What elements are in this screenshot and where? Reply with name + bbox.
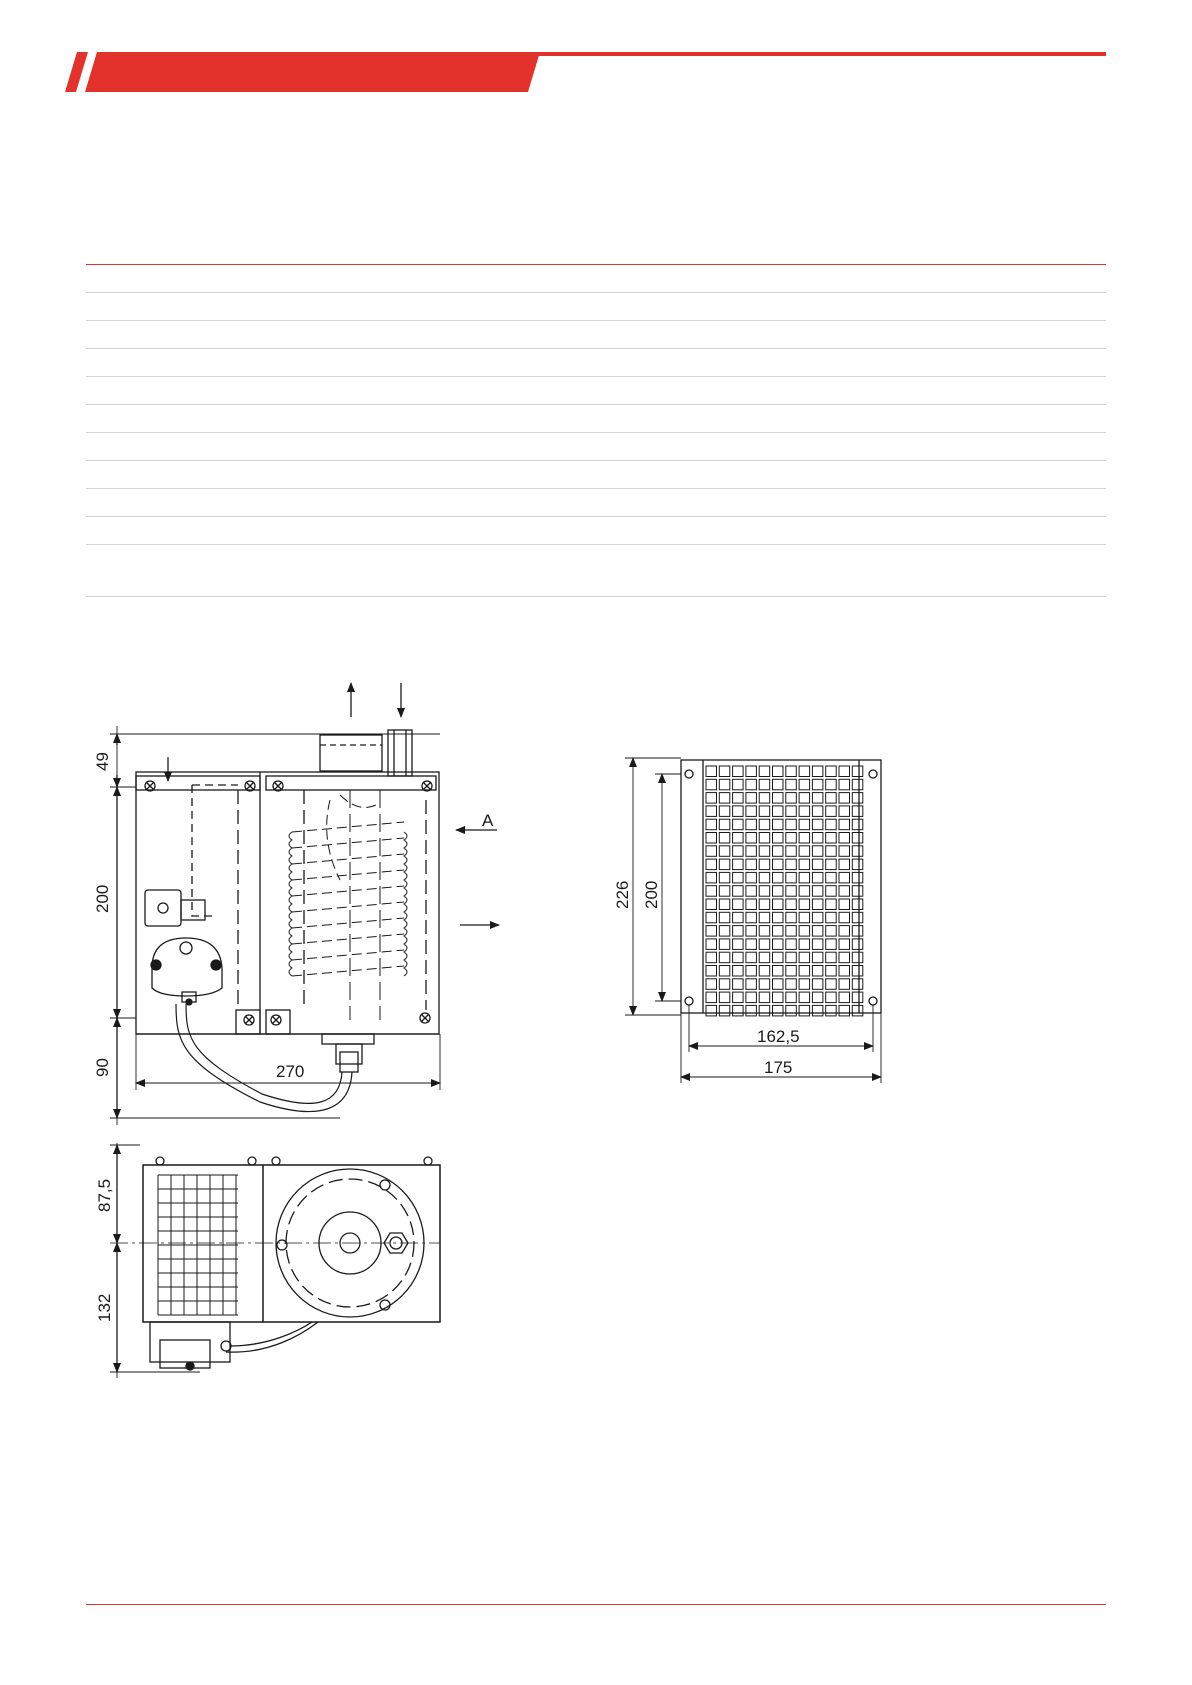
dim-label-132: 132 <box>95 1293 114 1322</box>
grille-cell <box>812 992 823 1003</box>
grille-cell <box>759 979 770 990</box>
grille-cell <box>812 979 823 990</box>
grille-cell <box>839 939 850 950</box>
dim-label-87-5: 87,5 <box>95 1178 114 1212</box>
grille-cell <box>733 952 744 963</box>
grille-cell <box>812 766 823 777</box>
grille-cell <box>812 872 823 883</box>
grille-cell <box>799 806 810 817</box>
grille-cell <box>826 819 837 830</box>
grille-cell <box>746 1005 757 1016</box>
grille-cell <box>799 819 810 830</box>
grille-cell <box>812 793 823 804</box>
grille-cell <box>746 846 757 857</box>
grille-cell <box>786 899 797 910</box>
grille-cell <box>799 952 810 963</box>
table-row <box>86 433 1106 461</box>
grille-cell <box>812 819 823 830</box>
grille-cell <box>852 766 863 777</box>
grille-cell <box>759 872 770 883</box>
table-row <box>86 349 1106 377</box>
grille-cell <box>826 859 837 870</box>
grille-cell <box>773 833 784 844</box>
grille-cell <box>852 846 863 857</box>
grille-cell <box>759 833 770 844</box>
grille-cell <box>706 846 717 857</box>
grille-cell <box>733 846 744 857</box>
grille-cell <box>733 899 744 910</box>
grille-cell <box>759 912 770 923</box>
grille-cell <box>719 872 730 883</box>
grille-cell <box>733 992 744 1003</box>
grille-cell <box>746 979 757 990</box>
grille-cell <box>812 833 823 844</box>
grille-cell <box>733 886 744 897</box>
grille-cell <box>719 859 730 870</box>
side-view-labels <box>93 752 494 1081</box>
grille-cell <box>733 806 744 817</box>
grille-cell <box>719 886 730 897</box>
grille-cell <box>786 1005 797 1016</box>
grille-cell <box>719 992 730 1003</box>
dim-label-49: 49 <box>93 752 112 771</box>
grille-cell <box>826 833 837 844</box>
grille-cell <box>706 806 717 817</box>
grille-cell <box>786 833 797 844</box>
grille-cell <box>826 1005 837 1016</box>
grille-cell <box>839 766 850 777</box>
grille-cell <box>733 872 744 883</box>
grille-cell <box>773 1005 784 1016</box>
grille-cell <box>759 939 770 950</box>
grille-cell <box>773 926 784 937</box>
grille-cell <box>786 872 797 883</box>
grille-cell <box>839 1005 850 1016</box>
grille-cell <box>799 979 810 990</box>
dim-label-200: 200 <box>93 884 112 913</box>
grille-cell <box>773 899 784 910</box>
grille-cell <box>746 779 757 790</box>
grille-cell <box>799 1005 810 1016</box>
grille-cell <box>746 819 757 830</box>
spec-table <box>86 263 1106 597</box>
grille-cell <box>826 806 837 817</box>
grille-cell <box>786 912 797 923</box>
grille-cell <box>826 966 837 977</box>
dim-label-270: 270 <box>276 1062 305 1081</box>
grille-cell <box>786 992 797 1003</box>
grille-cell <box>852 779 863 790</box>
grille-cell <box>773 766 784 777</box>
grille-cell <box>773 992 784 1003</box>
grille-cell <box>812 966 823 977</box>
grille-cell <box>773 819 784 830</box>
table-row <box>86 377 1106 405</box>
grille-cell <box>719 833 730 844</box>
grille-cell <box>786 819 797 830</box>
grille-cell <box>786 952 797 963</box>
grille-cell <box>706 966 717 977</box>
grille-cell <box>839 966 850 977</box>
grille-cell <box>786 966 797 977</box>
grille-cell <box>826 793 837 804</box>
table-row <box>86 263 1106 293</box>
grille-cell <box>706 793 717 804</box>
grille-cell <box>786 793 797 804</box>
grille-cell <box>826 952 837 963</box>
grille-cell <box>786 926 797 937</box>
grille-cell <box>826 979 837 990</box>
grille-cell <box>839 819 850 830</box>
grille-cell <box>839 926 850 937</box>
footer-rule <box>86 1604 1106 1605</box>
table-row <box>86 293 1106 321</box>
view-label-a: A <box>482 811 494 830</box>
grille-cell <box>759 886 770 897</box>
grille-cell <box>839 833 850 844</box>
grille-cell <box>799 846 810 857</box>
grille-cell <box>852 979 863 990</box>
grille-cell <box>812 912 823 923</box>
table-row <box>86 321 1106 349</box>
grille-cell <box>852 992 863 1003</box>
top-view-labels <box>95 1179 114 1322</box>
grille-cell <box>773 979 784 990</box>
grille-cell <box>719 926 730 937</box>
grille-cell <box>826 779 837 790</box>
grille-cell <box>773 886 784 897</box>
grille-cell <box>812 886 823 897</box>
grille-cell <box>812 859 823 870</box>
grille-cell <box>786 846 797 857</box>
grille-cell <box>746 872 757 883</box>
dim-label-175: 175 <box>764 1058 793 1077</box>
grille-cell <box>719 979 730 990</box>
grille-cell <box>852 793 863 804</box>
grille-cell <box>786 886 797 897</box>
grille-cell <box>812 952 823 963</box>
grille-cell <box>746 793 757 804</box>
grille-cell <box>826 872 837 883</box>
grille-cell <box>812 1005 823 1016</box>
grille-cell <box>733 833 744 844</box>
grille-cell <box>719 766 730 777</box>
grille-pattern <box>706 766 863 1016</box>
grille-cell <box>706 992 717 1003</box>
grille-cell <box>852 939 863 950</box>
grille-cell <box>706 833 717 844</box>
table-row <box>86 489 1106 517</box>
grille-cell <box>759 952 770 963</box>
grille-cell <box>852 899 863 910</box>
grille-cell <box>799 859 810 870</box>
grille-cell <box>706 926 717 937</box>
grille-cell <box>706 899 717 910</box>
grille-cell <box>852 806 863 817</box>
grille-cell <box>719 793 730 804</box>
grille-cell <box>773 859 784 870</box>
grille-cell <box>799 966 810 977</box>
top-view <box>110 1143 440 1378</box>
grille-cell <box>719 952 730 963</box>
grille-cell <box>733 819 744 830</box>
grille-cell <box>852 833 863 844</box>
grille-cell <box>719 806 730 817</box>
grille-cell <box>733 939 744 950</box>
technical-drawing <box>0 660 1192 1420</box>
grille-cell <box>706 979 717 990</box>
grille-cell <box>719 939 730 950</box>
grille-cell <box>786 859 797 870</box>
grille-cell <box>759 966 770 977</box>
grille-cell <box>759 859 770 870</box>
grille-cell <box>812 846 823 857</box>
grille-cell <box>826 912 837 923</box>
grille-cell <box>812 939 823 950</box>
grille-cell <box>706 859 717 870</box>
grille-cell <box>746 912 757 923</box>
grille-cell <box>746 926 757 937</box>
grille-cell <box>826 992 837 1003</box>
grille-cell <box>799 793 810 804</box>
grille-cell <box>733 793 744 804</box>
side-view <box>110 683 499 1125</box>
grille-cell <box>799 872 810 883</box>
grille-cell <box>812 779 823 790</box>
dim-label-162-5: 162,5 <box>757 1027 800 1046</box>
grille-cell <box>733 926 744 937</box>
grille-cell <box>759 926 770 937</box>
grille-cell <box>706 952 717 963</box>
grille-cell <box>852 819 863 830</box>
grille-cell <box>839 859 850 870</box>
grille-cell <box>839 992 850 1003</box>
grille-cell <box>746 939 757 950</box>
grille-cell <box>799 833 810 844</box>
dim-label-200: 200 <box>642 880 661 909</box>
grille-cell <box>799 779 810 790</box>
grille-cell <box>839 779 850 790</box>
table-row <box>86 461 1106 489</box>
grille-cell <box>826 926 837 937</box>
grille-cell <box>852 926 863 937</box>
grille-cell <box>733 859 744 870</box>
grille-cell <box>812 806 823 817</box>
grille-cell <box>839 952 850 963</box>
grille-cell <box>733 779 744 790</box>
grille-cell <box>799 992 810 1003</box>
table-row <box>86 517 1106 545</box>
grille-cell <box>839 806 850 817</box>
grille-cell <box>812 926 823 937</box>
grille-cell <box>812 899 823 910</box>
grille-cell <box>746 886 757 897</box>
grille-cell <box>839 912 850 923</box>
view-a <box>625 758 881 1083</box>
grille-cell <box>759 846 770 857</box>
grille-cell <box>773 846 784 857</box>
grille-cell <box>759 992 770 1003</box>
grille-cell <box>839 899 850 910</box>
grille-cell <box>759 1005 770 1016</box>
grille-cell <box>852 912 863 923</box>
grille-cell <box>839 872 850 883</box>
grille-cell <box>759 793 770 804</box>
grille-cell <box>706 819 717 830</box>
grille-cell <box>773 872 784 883</box>
grille-cell <box>773 952 784 963</box>
table-row <box>86 545 1106 597</box>
grille-cell <box>852 966 863 977</box>
grille-cell <box>852 872 863 883</box>
grille-cell <box>799 899 810 910</box>
grille-cell <box>826 899 837 910</box>
grille-cell <box>852 1005 863 1016</box>
grille-pattern <box>158 1175 238 1315</box>
grille-cell <box>746 806 757 817</box>
grille-cell <box>746 952 757 963</box>
grille-cell <box>839 793 850 804</box>
grille-cell <box>852 859 863 870</box>
grille-cell <box>773 806 784 817</box>
grille-cell <box>746 859 757 870</box>
grille-cell <box>786 806 797 817</box>
header-brand-band <box>0 0 1192 100</box>
grille-cell <box>839 886 850 897</box>
grille-cell <box>799 912 810 923</box>
grille-cell <box>706 912 717 923</box>
grille-cell <box>773 912 784 923</box>
grille-cell <box>786 939 797 950</box>
grille-cell <box>733 1005 744 1016</box>
grille-cell <box>706 939 717 950</box>
grille-cell <box>826 939 837 950</box>
grille-cell <box>706 766 717 777</box>
grille-cell <box>759 899 770 910</box>
grille-cell <box>746 992 757 1003</box>
grille-cell <box>839 979 850 990</box>
table-row <box>86 405 1106 433</box>
grille-cell <box>706 1005 717 1016</box>
grille-cell <box>719 912 730 923</box>
dim-label-226: 226 <box>613 880 632 909</box>
grille-cell <box>852 952 863 963</box>
grille-cell <box>826 886 837 897</box>
grille-cell <box>733 912 744 923</box>
grille-cell <box>826 846 837 857</box>
grille-cell <box>733 966 744 977</box>
grille-cell <box>719 779 730 790</box>
grille-cell <box>786 979 797 990</box>
grille-cell <box>773 939 784 950</box>
screw-icon <box>685 770 877 1005</box>
grille-cell <box>706 872 717 883</box>
grille-cell <box>773 793 784 804</box>
grille-cell <box>706 779 717 790</box>
grille-cell <box>799 926 810 937</box>
grille-cell <box>746 833 757 844</box>
dim-label-90: 90 <box>93 1058 112 1077</box>
grille-cell <box>786 779 797 790</box>
grille-cell <box>706 886 717 897</box>
grille-cell <box>839 846 850 857</box>
grille-cell <box>786 766 797 777</box>
grille-cell <box>799 886 810 897</box>
grille-cell <box>746 899 757 910</box>
grille-cell <box>733 766 744 777</box>
grille-cell <box>773 779 784 790</box>
grille-cell <box>746 766 757 777</box>
grille-cell <box>733 979 744 990</box>
grille-cell <box>759 779 770 790</box>
grille-cell <box>759 819 770 830</box>
grille-cell <box>799 766 810 777</box>
grille-cell <box>852 886 863 897</box>
grille-cell <box>719 966 730 977</box>
grille-cell <box>719 846 730 857</box>
grille-cell <box>799 939 810 950</box>
grille-cell <box>719 1005 730 1016</box>
grille-cell <box>759 766 770 777</box>
grille-cell <box>746 966 757 977</box>
grille-cell <box>826 766 837 777</box>
grille-cell <box>719 899 730 910</box>
grille-cell <box>719 819 730 830</box>
grille-cell <box>759 806 770 817</box>
heating-coil <box>289 790 407 1020</box>
grille-cell <box>773 966 784 977</box>
